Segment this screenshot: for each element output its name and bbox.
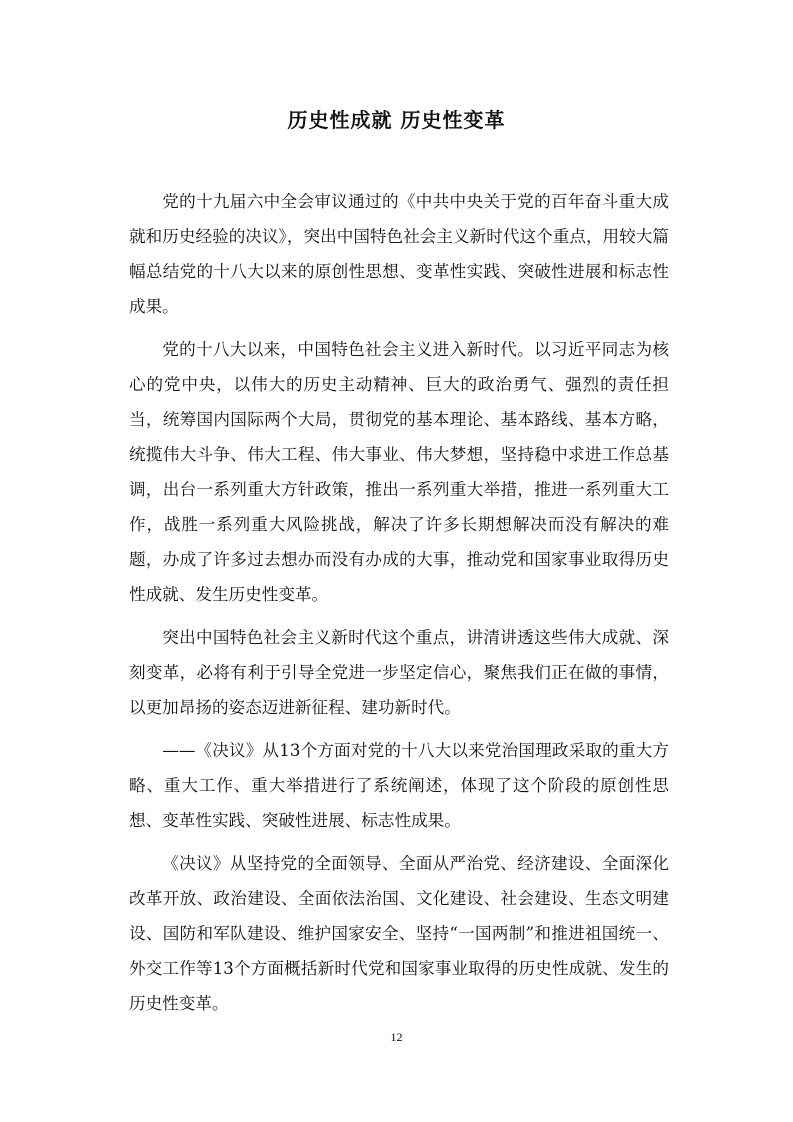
body-text — [129, 184, 669, 1029]
paragraph-2: 党的十八大以来，中国特色社会主义进入新时代。以习近平同志为核心的党中央，以伟大的历史主动精神、巨大的政治勇气、强烈的责任担当，统筹国内国际两个大局，贯彻党的基本理论、基本路线、基本方略，统揽伟大斗争、伟大工程、伟大事业、伟大梦想，坚持稳中求进工作总基调，出台一系列重大方针政策，推出一系列重大举措，推进一系列重大工作，战胜一系列重大风险挑战，解决了许多长期想解决而没有解决的难题，办成了许多过去想办而没有办成的大事，推动党和国家事业取得历史性成就、发生历史性变革。 — [129, 340, 669, 604]
page-number: 12 — [390, 1030, 403, 1044]
paragraph-1: 党的十九届六中全会审议通过的《中共中央关于党的百年奋斗重大成就和历史经验的决议》，突出中国特色社会主义新时代这个重点，用较大篇幅总结党的十八大以来的原创性思想、变革性实践、突破性进展和标志性成果。 — [129, 192, 669, 316]
page-title: 历史性成就 历史性变革 — [287, 108, 506, 132]
paragraph-5: 《决议》从坚持党的全面领导、全面从严治党、经济建设、全面深化改革开放、政治建设、全面依法治国、文化建设、社会建设、生态文明建设、国防和军队建设、维护国家安全、坚持“一国两制”和推进祖国统一、外交工作等13个方面概括新时代党和国家事业取得的历史性成就、发生的历史性变革。 — [129, 854, 669, 1013]
paragraph-4: ——《决议》从13个方面对党的十八大以来党治国理政采取的重大方略、重大工作、重大举措进行了系统阐述，体现了这个阶段的原创性思想、变革性实践、突破性进展、标志性成果。 — [129, 741, 669, 830]
paragraph-3: 突出中国特色社会主义新时代这个重点，讲清讲透这些伟大成就、深刻变革，必将有利于引导全党进一步坚定信心，聚焦我们正在做的事情，以更加昂扬的姿态迈进新征程、建功新时代。 — [129, 628, 669, 717]
